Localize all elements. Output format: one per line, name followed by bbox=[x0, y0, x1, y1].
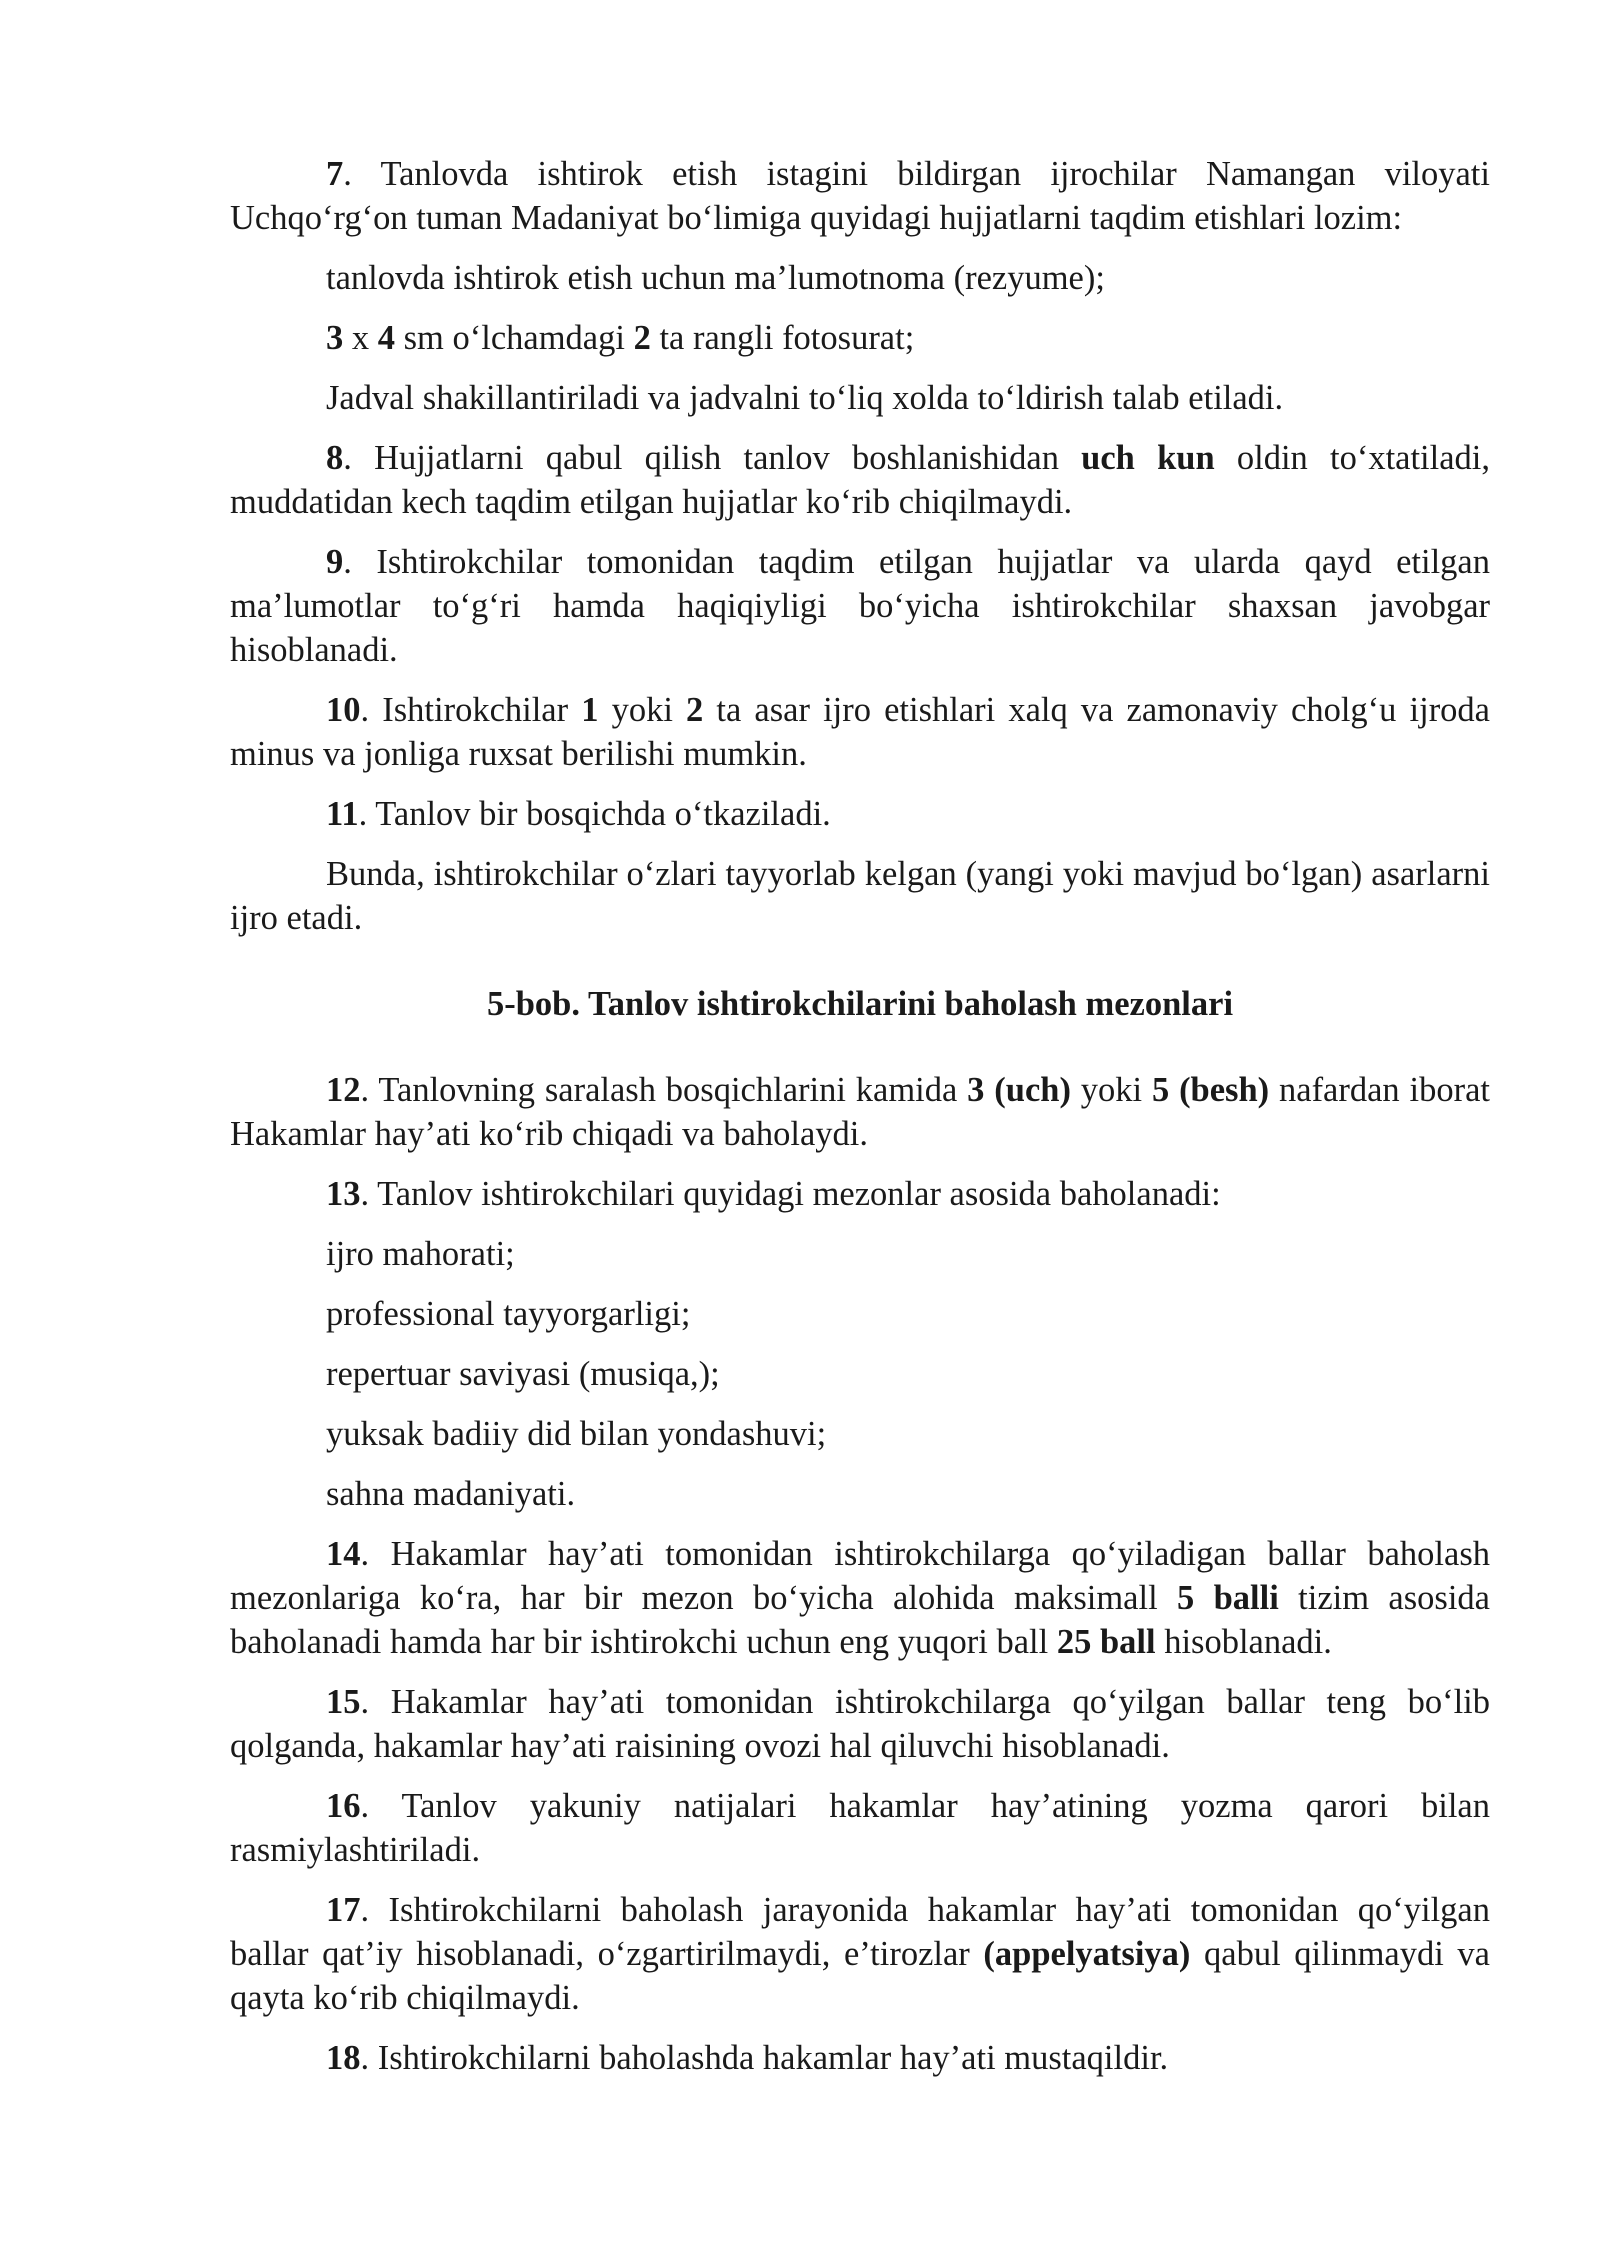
paragraph-text: . Ishtirokchilarni baholash jarayonida hakamlar hay’ati tomonidan qo‘yilgan ballar qat’iy hisoblanadi, o‘zgartirilmaydi, e’tirozlar bbox=[230, 1891, 1490, 1973]
paragraph-text: . Hakamlar hay’ati tomonidan ishtirokchilarga qo‘yiladigan ballar baholash mezonlariga ko‘ra, har bir mezon bo‘yicha alohida maksimall bbox=[230, 1535, 1490, 1617]
paragraph-13 bbox=[230, 1172, 1490, 1216]
document-page bbox=[230, 152, 1490, 2080]
paragraph-14 bbox=[230, 1532, 1490, 1664]
clause-number: 9 bbox=[326, 543, 344, 581]
paragraph-text: qabul qilinmaydi va qayta ko‘rib chiqilmaydi. bbox=[230, 1935, 1490, 2017]
clause-number: 11 bbox=[326, 795, 359, 833]
list-item-text: tanlovda ishtirok etish uchun ma’lumotnoma (rezyume); bbox=[326, 259, 1105, 297]
paragraph-text: yoki bbox=[598, 691, 687, 729]
paragraph-text: . Tanlov bir bosqichda o‘tkaziladi. bbox=[358, 795, 831, 833]
paragraph-11 bbox=[230, 792, 1490, 836]
criteria-item: sahna madaniyati. bbox=[326, 1475, 576, 1513]
bold-text: uch kun bbox=[1081, 439, 1215, 477]
list-item-text: ta rangli fotosurat; bbox=[650, 319, 915, 357]
clause-number: 13 bbox=[326, 1175, 361, 1213]
paragraph-text: . Hujjatlarni qabul qilish tanlov boshlanishidan bbox=[343, 439, 1082, 477]
bold-number: 2 bbox=[633, 319, 651, 357]
criteria-item: yuksak badiiy did bilan yondashuvi; bbox=[326, 1415, 827, 1453]
paragraph-text: . Ishtirokchilarni baholashda hakamlar hay’ati mustaqildir. bbox=[360, 2039, 1169, 2077]
paragraph-text: oldin to‘xtatiladi, muddatidan kech taqdim etilgan hujjatlar ko‘rib chiqilmaydi. bbox=[230, 439, 1490, 521]
bold-text: (appelyatsiya) bbox=[983, 1935, 1191, 1973]
paragraph-text: . Ishtirokchilar bbox=[360, 691, 582, 729]
list-item bbox=[230, 256, 1490, 300]
paragraph-16 bbox=[230, 1784, 1490, 1872]
clause-number: 16 bbox=[326, 1787, 361, 1825]
paragraph-text: ta asar ijro etishlari xalq va zamonaviy cholg‘u ijroda minus va jonliga ruxsat berilishi mumkin. bbox=[230, 691, 1490, 773]
paragraph-text: hisoblanadi. bbox=[1155, 1623, 1332, 1661]
list-item-text: x bbox=[343, 319, 378, 357]
clause-number: 10 bbox=[326, 691, 361, 729]
clause-number: 17 bbox=[326, 1891, 361, 1929]
criteria-item: professional tayyorgarligi; bbox=[326, 1295, 691, 1333]
list-item bbox=[230, 316, 1490, 360]
paragraph-text: yoki bbox=[1070, 1071, 1152, 1109]
criteria-item: ijro mahorati; bbox=[326, 1235, 515, 1273]
paragraph-18 bbox=[230, 2036, 1490, 2080]
bold-text: 5 (besh) bbox=[1151, 1071, 1270, 1109]
paragraph-text: Bunda, ishtirokchilar o‘zlari tayyorlab kelgan (yangi yoki mavjud bo‘lgan) asarlarni ijro etadi. bbox=[230, 855, 1490, 937]
paragraph-text: nafardan iborat Hakamlar hay’ati ko‘rib chiqadi va baholaydi. bbox=[230, 1071, 1490, 1153]
bold-text: 25 ball bbox=[1056, 1623, 1156, 1661]
chapter-heading: 5-bob. Tanlov ishtirokchilarini baholash mezonlari bbox=[486, 985, 1234, 1023]
paragraph-text: . Hakamlar hay’ati tomonidan ishtirokchilarga qo‘yilgan ballar teng bo‘lib qolganda, hakamlar hay’ati raisining ovozi hal qiluvchi hisoblanadi. bbox=[230, 1683, 1490, 1765]
paragraph-11-continued bbox=[230, 852, 1490, 940]
criteria-item: repertuar saviyasi (musiqa,); bbox=[326, 1355, 720, 1393]
paragraph-text: . Tanlov yakuniy natijalari hakamlar hay’atining yozma qarori bilan rasmiylashtiriladi. bbox=[230, 1787, 1490, 1869]
bold-text: 3 (uch) bbox=[967, 1071, 1071, 1109]
paragraph-15 bbox=[230, 1680, 1490, 1768]
paragraph-7: 7. Tanlovda ishtirok etish istagini bildirgan ijrochilar Namangan viloyati Uchqo‘rg‘on tuman Madaniyat bo‘limiga quyidagi hujjatlarni taqdim etishlari lozim: bbox=[230, 155, 1490, 237]
clause-number: 15 bbox=[326, 1683, 361, 1721]
bold-number: 1 bbox=[581, 691, 599, 729]
bold-number: 4 bbox=[377, 319, 395, 357]
paragraph-12 bbox=[230, 1068, 1490, 1156]
paragraph-text: Tanlovda ishtirok etish istagini bildirgan ijrochilar Namangan viloyati Uchqo‘rg‘on tuman Madaniyat bo‘limiga quyidagi hujjatlarni taqdim etishlari lozim: bbox=[230, 155, 1490, 237]
paragraph-9 bbox=[230, 540, 1490, 672]
paragraph-text: . Tanlov ishtirokchilari quyidagi mezonlar asosida baholanadi: bbox=[360, 1175, 1221, 1213]
paragraph-17 bbox=[230, 1888, 1490, 2020]
paragraph-text: . Ishtirokchilar tomonidan taqdim etilgan hujjatlar va ularda qayd etilgan ma’lumotlar to‘g‘ri hamda haqiqiyligi bo‘yicha ishtirokchilar shaxsan javobgar hisoblanadi. bbox=[230, 543, 1490, 669]
bold-number: 2 bbox=[686, 691, 704, 729]
clause-number: 14 bbox=[326, 1535, 361, 1573]
paragraph-text: tizim asosida baholanadi hamda har bir ishtirokchi uchun eng yuqori ball bbox=[230, 1579, 1490, 1661]
list-item-text: sm o‘lchamdagi bbox=[395, 319, 634, 357]
list-item bbox=[230, 376, 1490, 420]
paragraph-10 bbox=[230, 688, 1490, 776]
clause-number: 12 bbox=[326, 1071, 361, 1109]
bold-text: 5 balli bbox=[1177, 1579, 1279, 1617]
bold-number: 3 bbox=[326, 319, 344, 357]
paragraph-text: . Tanlovning saralash bosqichlarini kamida bbox=[360, 1071, 968, 1109]
clause-number: 8 bbox=[326, 439, 344, 477]
clause-number: 18 bbox=[326, 2039, 361, 2077]
list-item-text: Jadval shakillantiriladi va jadvalni to‘liq xolda to‘ldirish talab etiladi. bbox=[326, 379, 1284, 417]
clause-number: 7 bbox=[326, 155, 344, 193]
paragraph-8 bbox=[230, 436, 1490, 524]
